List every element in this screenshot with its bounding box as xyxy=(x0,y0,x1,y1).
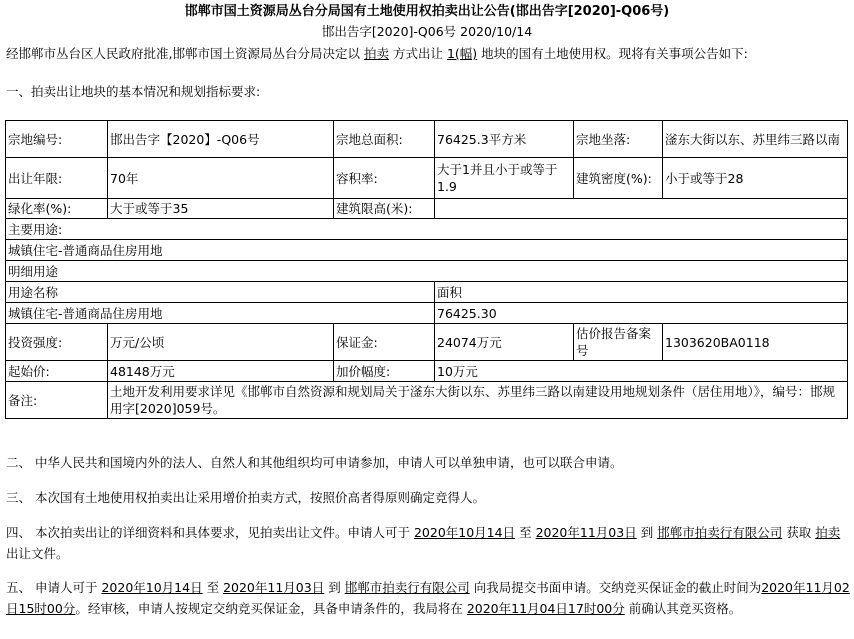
main-use-label: 主要用途: xyxy=(6,219,848,240)
table-row xyxy=(6,219,848,240)
section-2: 二、 中华人民共和国境内外的法人、自然人和其他组织均可申请参加，申请人可以单独申请，也可以联合申请。 xyxy=(6,455,623,470)
section-4-text: 出让文件。 xyxy=(6,546,69,561)
parcel-info-table xyxy=(5,120,848,419)
section-5-organization: 邯郸市拍卖行有限公司 xyxy=(344,580,470,595)
label-cell: 宗地坐落: xyxy=(574,121,663,158)
section-4-end-date: 2020年11月03日 xyxy=(535,525,637,540)
section-5-confirm-deadline: 2020年11月04日17时00分 xyxy=(466,601,625,616)
table-row xyxy=(6,361,848,382)
section-4-text: 至 xyxy=(519,525,532,540)
detail-header-name: 用途名称 xyxy=(6,282,435,303)
section-5-start-date: 2020年10月14日 xyxy=(101,580,203,595)
value-cell: 70年 xyxy=(108,158,334,199)
label-cell: 宗地总面积: xyxy=(334,121,435,158)
section-1-heading: 一、拍卖出让地块的基本情况和规划指标要求: xyxy=(6,84,261,99)
table-row xyxy=(6,261,848,282)
section-5-text: 至 xyxy=(206,580,220,595)
label-cell: 起始价: xyxy=(6,361,108,382)
section-5-text: 向我局提交书面申请。交纳竞买保证金的截止时间为 xyxy=(473,580,762,595)
value-cell: 大于或等于35 xyxy=(108,199,334,219)
table-row xyxy=(6,303,848,324)
main-use-value: 城镇住宅-普通商品住房用地 xyxy=(6,240,848,261)
value-cell: 大于1并且小于或等于1.9 xyxy=(435,158,574,199)
table-row xyxy=(6,121,848,158)
value-cell: 万元/公顷 xyxy=(108,324,334,361)
detail-use-label: 明细用途 xyxy=(6,261,848,282)
label-cell: 建筑限高(米): xyxy=(334,199,435,219)
section-4-text: 到 xyxy=(640,525,654,540)
table-row xyxy=(6,282,848,303)
section-4 xyxy=(6,522,850,564)
value-cell: 滏东大街以东、苏里纬三路以南 xyxy=(663,121,848,158)
section-5-text: 五、 申请人可于 xyxy=(6,580,98,595)
label-cell: 估价报告备案号 xyxy=(574,324,663,361)
value-cell: 1303620BA0118 xyxy=(663,324,848,361)
table-row xyxy=(6,382,848,419)
section-4-text: 获取 xyxy=(786,525,812,540)
detail-area-cell: 76425.30 xyxy=(435,303,848,324)
value-cell: 小于或等于28 xyxy=(663,158,848,199)
remark-label: 备注: xyxy=(6,382,108,419)
value-cell: 10万元 xyxy=(435,361,848,382)
value-cell: 76425.3平方米 xyxy=(435,121,574,158)
label-cell: 绿化率(%): xyxy=(6,199,108,219)
label-cell: 加价幅度: xyxy=(334,361,435,382)
section-5-text: 前确认其竞买资格。 xyxy=(628,601,742,616)
detail-name-cell: 城镇住宅-普通商品住房用地 xyxy=(6,303,435,324)
remark-value: 土地开发利用要求详见《邯郸市自然资源和规划局关于滏东大街以东、苏里纬三路以南建设用地规划条件（居住用地）》，编号：邯规用字[2020]059号。 xyxy=(108,382,848,419)
announcement-number-date: 邯出告字[2020]-Q06号 2020/10/14 xyxy=(321,24,533,39)
section-5-deposit-deadline: 2020年11月02日15时00分 xyxy=(6,580,850,616)
section-5-end-date: 2020年11月03日 xyxy=(223,580,325,595)
label-cell: 保证金: xyxy=(334,324,435,361)
section-4-method: 拍卖 xyxy=(815,525,841,540)
section-4-text: 四、 本次拍卖出让的详细资料和具体要求，见拍卖出让文件。申请人可于 xyxy=(6,525,410,540)
detail-header-area: 面积 xyxy=(435,282,848,303)
label-cell: 投资强度: xyxy=(6,324,108,361)
intro-text-3: 地块的国有土地使用权。现将有关事项公告如下: xyxy=(481,46,748,61)
table-row xyxy=(6,240,848,261)
section-4-organization: 邯郸市拍卖行有限公司 xyxy=(657,525,783,540)
label-cell: 建筑密度(%): xyxy=(574,158,663,199)
intro-paragraph xyxy=(6,43,850,64)
section-4-start-date: 2020年10月14日 xyxy=(413,525,516,540)
intro-method: 拍卖 xyxy=(363,46,389,61)
section-5-text: 到 xyxy=(328,580,341,595)
intro-count: 1(幅) xyxy=(446,46,478,61)
table-row xyxy=(6,324,848,361)
page-title: 邯郸市国土资源局丛台分局国有土地使用权拍卖出让公告(邯出告字[2020]-Q06号) xyxy=(184,4,670,19)
value-cell xyxy=(435,199,848,219)
label-cell: 出让年限: xyxy=(6,158,108,199)
table-row xyxy=(6,158,848,199)
value-cell: 24074万元 xyxy=(435,324,574,361)
label-cell: 宗地编号: xyxy=(6,121,108,158)
table-row xyxy=(6,199,848,219)
value-cell: 邯出告字【2020】-Q06号 xyxy=(108,121,334,158)
section-3: 三、 本次国有土地使用权拍卖出让采用增价拍卖方式，按照价高者得原则确定竞得人。 xyxy=(6,490,485,505)
label-cell: 容积率: xyxy=(334,158,435,199)
intro-text-2: 方式出让 xyxy=(392,46,443,61)
value-cell: 48148万元 xyxy=(108,361,334,382)
section-5 xyxy=(6,577,850,619)
section-5-text: 。经审核，申请人按规定交纳竞买保证金，具备申请条件的，我局将在 xyxy=(75,601,463,616)
intro-text-1: 经邯郸市丛台区人民政府批准,邯郸市国土资源局丛台分局决定以 xyxy=(6,46,360,61)
